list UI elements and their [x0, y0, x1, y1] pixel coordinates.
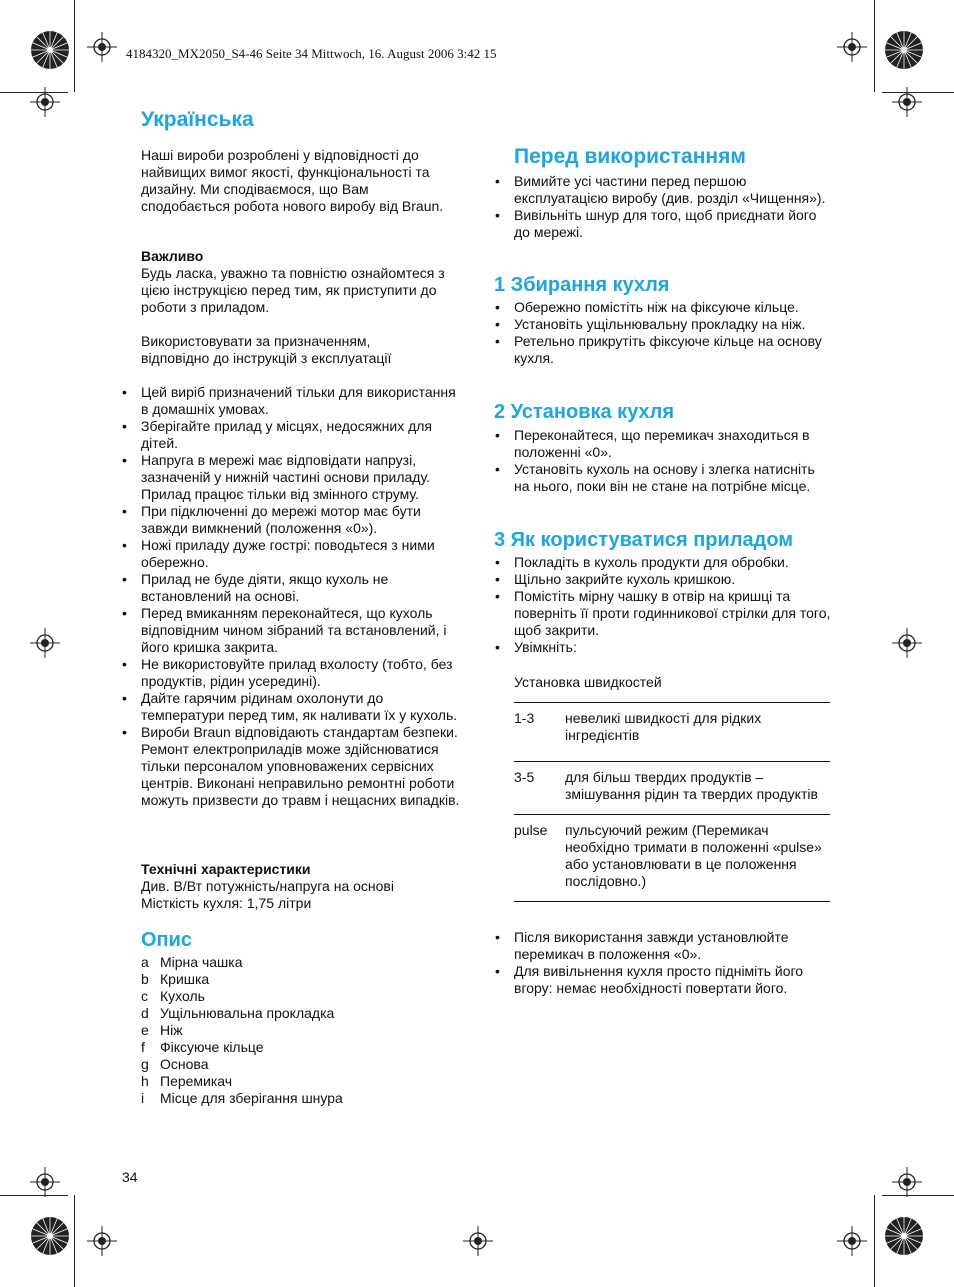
section-2-title: 2 Установка кухля [494, 401, 675, 423]
list-item: g Основа [141, 1056, 209, 1072]
before-use-title: Перед використанням [514, 145, 746, 168]
list-item: • Напруга в мережі має відповідати напрузі, зазначеній у нижній частині основи приладу. Прилад працює тільки від змінного струму. [120, 452, 460, 503]
description-title: Опис [141, 929, 193, 951]
list-item: • Зберігайте прилад у місцях, недосяжних для дітей. [120, 418, 460, 452]
list-item: • Цей виріб призначений тільки для використання в домашніх умовах. [120, 384, 460, 418]
crop-line [74, 0, 75, 92]
list-item: • Покладіть в кухоль продукти для обробки. [493, 554, 833, 571]
registration-crosshair-icon [837, 32, 867, 62]
list-item: d Ущільнювальна прокладка [141, 1005, 335, 1021]
registration-crosshair-icon [837, 1226, 867, 1256]
registration-crosshair-icon [892, 628, 922, 658]
registration-crosshair-icon [30, 1167, 60, 1197]
list-item: • Прилад не буде діяти, якщо кухоль не встановлений на основі. [120, 571, 460, 605]
crop-line [874, 1195, 875, 1287]
registration-crosshair-icon [892, 87, 922, 117]
registration-sunburst-icon [30, 30, 70, 70]
tech-section [141, 861, 461, 912]
crop-line [874, 0, 875, 92]
tech-line: Див. В/Вт потужність/напруга на основі [141, 878, 394, 894]
list-item: • Для вивільнення кухля просто підніміть його вгору: немає необхідності повертати його. [493, 963, 833, 997]
list-item: • Перед вмиканням переконайтеся, що кухоль відповідним чином зібраний та встановлений, і його кришка закрита. [120, 605, 460, 656]
list-item: • При підключенні до мережі мотор має бути завжди вимкнений (положення «0»). [120, 503, 460, 537]
important-section [141, 248, 461, 316]
section-3-title: 3 Як користуватися приладом [494, 529, 794, 551]
registration-crosshair-icon [463, 1226, 493, 1256]
crop-line [74, 1195, 75, 1287]
list-item: • Установіть кухоль на основу і злегка натисніть на нього, поки він не стане на потрібне місце. [493, 461, 833, 495]
section-2-list [493, 427, 833, 495]
usage-text: Використовувати за призначенням, відповідно до інструкцій з експлуатації [141, 333, 392, 366]
list-item: • Переконайтеся, що перемикач знаходиться в положенні «0». [493, 427, 833, 461]
list-item: • Вимийте усі частини перед першою експлуатацією виробу (див. розділ «Чищення»). [493, 173, 833, 207]
list-item: • Дайте гарячим рідинам охолонути до температури перед тим, як наливати їх у кухоль. [120, 690, 460, 724]
speed-title: Установка швидкостей [514, 674, 662, 690]
list-item: • Установіть ущільнювальну прокладку на ніж. [493, 316, 833, 333]
list-item: • Щільно закрийте кухоль кришкою. [493, 571, 833, 588]
list-item: • Обережно помістіть ніж на фіксуюче кільце. [493, 299, 833, 316]
list-item: c Кухоль [141, 988, 205, 1004]
list-item: a Мірна чашка [141, 954, 243, 970]
after-use-list [493, 929, 833, 997]
section-1-list [493, 299, 833, 367]
intro-text: Наші вироби розроблені у відповідності до найвищих вимог якості, функціональності та дизайну. Ми сподіваємося, що Вам сподобається робота нового виробу від Braun. [141, 147, 444, 214]
description-list [141, 954, 461, 1107]
tech-line: Місткість кухля: 1,75 літри [141, 895, 312, 911]
table-row: pulse пульсуючий режим (Перемикач необхідно тримати в положенні «pulse» або установлювати в це положення послідовно.) [514, 815, 830, 902]
list-item: h Перемикач [141, 1073, 233, 1089]
registration-sunburst-icon [884, 1216, 924, 1256]
speed-table [514, 702, 830, 902]
list-item: • Ретельно прикрутіть фіксуюче кільце на основу кухля. [493, 333, 833, 367]
list-item: e Ніж [141, 1022, 183, 1038]
list-item: • Ножі приладу дуже гострі: поводьтеся з ними обережно. [120, 537, 460, 571]
list-item: • Після використання завжди установлюйте перемикач в положення «0». [493, 929, 833, 963]
section-3-list [493, 554, 833, 656]
list-item: • Увімкніть: [493, 639, 833, 656]
registration-crosshair-icon [892, 1167, 922, 1197]
important-text: Будь ласка, уважно та повністю ознайомтеся з цією інструкцією перед тим, як приступити до роботи з приладом. [141, 265, 445, 315]
safety-list [120, 384, 460, 809]
before-use-list [493, 173, 833, 241]
list-item: • Не використовуйте прилад вхолосту (тобто, без продуктів, рідин усередині). [120, 656, 460, 690]
page-title: Українська [141, 108, 254, 131]
important-title: Важливо [141, 248, 204, 264]
registration-sunburst-icon [884, 30, 924, 70]
list-item: i Місце для зберігання шнура [141, 1090, 343, 1106]
table-row: 1-3 невеликі швидкості для рідких інгредієнтів [514, 703, 830, 762]
registration-crosshair-icon [30, 87, 60, 117]
tech-title: Технічні характеристики [141, 861, 311, 877]
registration-sunburst-icon [30, 1216, 70, 1256]
page-number: 34 [122, 1169, 138, 1185]
registration-crosshair-icon [30, 628, 60, 658]
print-header: 4184320_MX2050_S4-46 Seite 34 Mittwoch, 16. August 2006 3:42 15 [126, 46, 497, 61]
section-1-title: 1 Збирання кухля [494, 274, 670, 296]
table-row: 3-5 для більш твердих продуктів – змішування рідин та твердих продуктів [514, 762, 830, 815]
list-item: b Кришка [141, 971, 210, 987]
registration-crosshair-icon [87, 1226, 117, 1256]
list-item: • Вивільніть шнур для того, щоб приєднати його до мережі. [493, 207, 833, 241]
list-item: • Вироби Braun відповідають стандартам безпеки. Ремонт електроприладів може здійснюватися тільки персоналом уповноважених сервісних центрів. Виконані неправильно ремонтні роботи можуть призвести до травм і нещасних випадків. [120, 724, 460, 809]
list-item: f Фіксуюче кільце [141, 1039, 264, 1055]
list-item: • Помістіть мірну чашку в отвір на кришці та поверніть її проти годинникової стрілки для того, щоб закрити. [493, 588, 833, 639]
registration-crosshair-icon [87, 32, 117, 62]
